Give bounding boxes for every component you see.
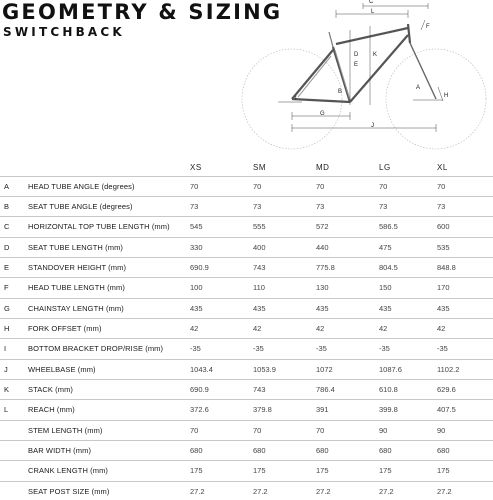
- row-value: 680: [437, 446, 450, 456]
- dim-label-h: H: [444, 93, 449, 99]
- table-row: [0, 298, 493, 318]
- row-value: 27.2: [437, 487, 452, 497]
- row-value: 100: [190, 283, 203, 293]
- row-label: BOTTOM BRACKET DROP/RISE (mm): [28, 344, 164, 354]
- row-value: -35: [253, 344, 264, 354]
- row-value: 73: [316, 202, 325, 212]
- row-value: 786.4: [316, 385, 335, 395]
- row-value: 1072: [316, 364, 333, 374]
- row-value: 690.9: [190, 263, 209, 273]
- table-row: [0, 278, 493, 298]
- row-value: 1102.2: [437, 364, 460, 374]
- model-name: SWITCHBACK: [3, 25, 125, 39]
- table-row: [0, 318, 493, 338]
- row-key: C: [4, 222, 10, 232]
- row-value: -35: [316, 344, 327, 354]
- row-value: 400: [253, 242, 266, 252]
- row-value: 70: [190, 425, 199, 435]
- row-label: SEAT TUBE LENGTH (mm): [28, 242, 124, 252]
- table-row: [0, 176, 493, 196]
- row-value: 743: [253, 263, 266, 273]
- row-label: SEAT TUBE ANGLE (degrees): [28, 202, 133, 212]
- row-label: STANDOVER HEIGHT (mm): [28, 263, 127, 273]
- row-value: 680: [379, 446, 392, 456]
- table-row: [0, 257, 493, 277]
- row-label: CHAINSTAY LENGTH (mm): [28, 303, 124, 313]
- row-value: 27.2: [379, 487, 394, 497]
- row-key: B: [4, 202, 10, 212]
- row-label: WHEELBASE (mm): [28, 364, 96, 374]
- row-value: 775.8: [316, 263, 335, 273]
- row-label: SEAT POST SIZE (mm): [28, 487, 110, 497]
- table-row: [0, 481, 493, 500]
- row-label: HEAD TUBE LENGTH (mm): [28, 283, 125, 293]
- row-key: J: [4, 364, 8, 374]
- row-value: 70: [379, 181, 388, 191]
- row-value: 743: [253, 385, 266, 395]
- row-label: STEM LENGTH (mm): [28, 425, 103, 435]
- row-value: 600: [437, 222, 450, 232]
- table-row: [0, 420, 493, 440]
- row-value: 42: [316, 324, 325, 334]
- table-row: [0, 196, 493, 216]
- row-value: 848.8: [437, 263, 456, 273]
- table-row: [0, 359, 493, 379]
- header-key: [0, 159, 28, 176]
- dim-label-d: D: [354, 52, 359, 58]
- size-lg-header: LG: [379, 162, 391, 172]
- row-value: 407.5: [437, 405, 456, 415]
- table-row: [0, 461, 493, 481]
- row-value: 175: [190, 466, 203, 476]
- dim-label-f: F: [426, 24, 430, 30]
- row-value: 435: [316, 303, 329, 313]
- row-value: 73: [379, 202, 388, 212]
- row-value: 27.2: [253, 487, 268, 497]
- header-label: [28, 159, 190, 176]
- row-value: 435: [253, 303, 266, 313]
- row-value: 680: [253, 446, 266, 456]
- row-value: 175: [253, 466, 266, 476]
- table-row: [0, 217, 493, 237]
- row-label: CRANK LENGTH (mm): [28, 466, 109, 476]
- row-value: 586.5: [379, 222, 398, 232]
- row-value: 150: [379, 283, 392, 293]
- fork: [410, 43, 436, 99]
- dimension-labels: [295, 0, 448, 129]
- table-row: [0, 379, 493, 399]
- row-value: 440: [316, 242, 329, 252]
- page-title: GEOMETRY & SIZING: [2, 0, 283, 24]
- row-key: F: [4, 283, 9, 293]
- row-label: STACK (mm): [28, 385, 74, 395]
- row-key: E: [4, 263, 10, 273]
- size-xl-header: XL: [437, 162, 448, 172]
- row-value: 27.2: [190, 487, 205, 497]
- row-value: -35: [379, 344, 390, 354]
- row-value: 435: [190, 303, 203, 313]
- table-row: [0, 339, 493, 359]
- row-value: 572: [316, 222, 329, 232]
- row-value: -35: [437, 344, 448, 354]
- row-value: 70: [253, 425, 262, 435]
- row-value: 27.2: [316, 487, 331, 497]
- row-value: 1053.9: [253, 364, 276, 374]
- row-value: 73: [437, 202, 446, 212]
- row-value: 435: [379, 303, 392, 313]
- dim-label-j: J: [371, 123, 374, 129]
- dim-label-a: A: [416, 85, 421, 91]
- frame-inner-lines: [298, 50, 350, 100]
- row-value: 42: [190, 324, 199, 334]
- row-value: 399.8: [379, 405, 398, 415]
- row-key: K: [4, 385, 10, 395]
- row-key: [0, 440, 28, 460]
- row-value: 42: [437, 324, 446, 334]
- row-label: HORIZONTAL TOP TUBE LENGTH (mm): [28, 222, 170, 232]
- table-row: [0, 237, 493, 257]
- row-label: REACH (mm): [28, 405, 75, 415]
- row-value: 42: [253, 324, 262, 334]
- row-value: 110: [253, 283, 265, 293]
- bike-frame: [292, 24, 410, 102]
- dim-label-b: B: [338, 89, 343, 95]
- row-value: 73: [253, 202, 262, 212]
- row-value: 1043.4: [190, 364, 213, 374]
- row-value: 42: [379, 324, 388, 334]
- row-value: 804.5: [379, 263, 398, 273]
- row-value: 90: [437, 425, 446, 435]
- row-value: 70: [190, 181, 199, 191]
- row-key: H: [4, 324, 10, 334]
- row-value: 680: [190, 446, 203, 456]
- row-value: 70: [437, 181, 446, 191]
- row-value: 70: [316, 181, 325, 191]
- row-value: 435: [437, 303, 450, 313]
- row-value: 70: [253, 181, 262, 191]
- row-value: 680: [316, 446, 329, 456]
- row-value: 555: [253, 222, 266, 232]
- frame-geometry-diagram: [238, 0, 493, 160]
- table-row: [0, 440, 493, 460]
- row-key: [0, 461, 28, 481]
- row-key: [0, 420, 28, 440]
- dim-label-k: K: [373, 52, 378, 58]
- row-value: 535: [437, 242, 450, 252]
- row-key: G: [4, 303, 10, 313]
- row-value: 70: [316, 425, 325, 435]
- row-value: 175: [316, 466, 329, 476]
- row-value: 90: [379, 425, 388, 435]
- row-value: 629.6: [437, 385, 456, 395]
- dim-label-c: C: [369, 0, 374, 5]
- row-key: [0, 481, 28, 500]
- row-value: -35: [190, 344, 201, 354]
- size-header-row: [0, 159, 493, 176]
- dim-label-e: E: [354, 62, 359, 68]
- row-value: 175: [437, 466, 450, 476]
- dim-label-g: G: [320, 111, 325, 117]
- size-sm-header: SM: [253, 162, 266, 172]
- row-value: 175: [379, 466, 392, 476]
- row-value: 1087.6: [379, 364, 402, 374]
- row-key: L: [4, 405, 9, 415]
- geometry-table: [0, 159, 493, 500]
- dim-label-l: L: [371, 9, 375, 15]
- row-value: 690.9: [190, 385, 209, 395]
- row-value: 73: [190, 202, 199, 212]
- row-value: 545: [190, 222, 203, 232]
- row-value: 130: [316, 283, 329, 293]
- row-label: FORK OFFSET (mm): [28, 324, 102, 334]
- size-md-header: MD: [316, 162, 330, 172]
- row-value: 610.8: [379, 385, 398, 395]
- row-value: 391: [316, 405, 329, 415]
- table-row: [0, 400, 493, 420]
- row-key: D: [4, 242, 10, 252]
- dim-label-i: I: [295, 96, 297, 102]
- row-label: BAR WIDTH (mm): [28, 446, 92, 456]
- size-xs-header: XS: [190, 162, 202, 172]
- row-value: 170: [437, 283, 450, 293]
- row-key: I: [4, 344, 7, 354]
- row-key: A: [4, 181, 10, 191]
- row-label: HEAD TUBE ANGLE (degrees): [28, 181, 135, 191]
- row-value: 475: [379, 242, 392, 252]
- row-value: 330: [190, 242, 203, 252]
- row-value: 379.8: [253, 405, 272, 415]
- row-value: 372.6: [190, 405, 209, 415]
